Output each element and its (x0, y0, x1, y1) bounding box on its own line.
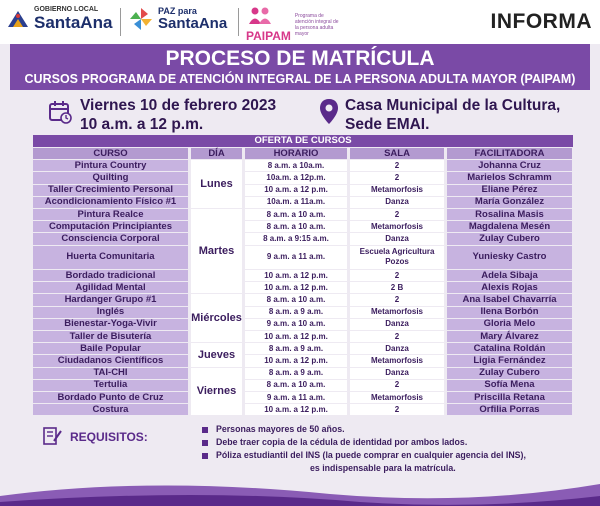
page-subtitle: CURSOS PROGRAMA DE ATENCIÓN INTEGRAL DE LA PERSONA ADULTA MAYOR (PAIPAM) (24, 72, 576, 86)
paipam-subtitle: Programa de atención integral de la persona adulta mayor (294, 12, 339, 37)
course-name-cell: Consciencia Corporal (33, 233, 188, 244)
course-name-cell: Pintura Country (33, 160, 188, 171)
facilitator-cell: Zulay Cubero (447, 368, 572, 379)
facilitator-cell: María González (447, 197, 572, 208)
room-cell: 2 (350, 209, 444, 220)
room-cell: Danza (350, 319, 444, 330)
facilitator-cell: Ana Isabel Chavarría (447, 294, 572, 305)
column-header-dia: DÍA (191, 148, 242, 159)
room-cell: 2 (350, 160, 444, 171)
room-cell: Metamorfosis (350, 392, 444, 403)
event-place-line1: Casa Municipal de la Cultura, (345, 97, 561, 114)
room-cell: 2 (350, 270, 444, 281)
day-cell: Miércoles (191, 294, 242, 342)
column-header-facilitadora: FACILITADORA (447, 148, 572, 159)
day-cell: Jueves (191, 343, 242, 366)
logo1-small-text: GOBIERNO LOCAL (34, 6, 99, 13)
schedule-cell: 8 a.m. a 10 a.m. (245, 209, 347, 220)
paipam-figures-icon (246, 6, 274, 24)
course-name-cell: TAI-CHI (33, 368, 188, 379)
facilitator-cell: Alexis Rojas (447, 282, 572, 293)
course-name-cell: Quilting (33, 172, 188, 183)
table-caption: OFERTA DE CURSOS (33, 135, 573, 147)
facilitator-cell: Mary Álvarez (447, 331, 572, 342)
informa-label: INFORMA (490, 10, 592, 33)
column-header-horario: HORARIO (245, 148, 347, 159)
bullet-icon (202, 427, 208, 433)
room-cell: 2 (350, 294, 444, 305)
course-name-cell: Computación Principiantes (33, 221, 188, 232)
course-name-cell: Baile Popular (33, 343, 188, 354)
requirement-item (200, 423, 590, 436)
room-cell: 2 (350, 404, 444, 415)
event-date-line: Viernes 10 de febrero 2023 (80, 97, 277, 114)
paipam-logo (246, 6, 339, 43)
schedule-cell: 10 a.m. a 12 p.m. (245, 331, 347, 342)
checklist-icon (42, 427, 62, 445)
facilitator-cell: Eliane Pérez (447, 185, 572, 196)
room-cell: Danza (350, 233, 444, 244)
paipam-text: PAIPAM (246, 29, 291, 43)
paz-santa-ana-logo (128, 6, 227, 32)
schedule-cell: 8 a.m. a 10 a.m. (245, 380, 347, 391)
requirement-text: Debe traer copia de la cédula de identidad por ambos lados. (216, 437, 468, 447)
logo-divider (120, 8, 121, 36)
requirement-item (200, 436, 590, 449)
requirement-text: Póliza estudiantil del INS (la puede comprar en cualquier agencia del INS), (216, 450, 526, 460)
room-cell: Danza (350, 197, 444, 208)
facilitator-cell: Marielos Schramm (447, 172, 572, 183)
facilitator-cell: Zulay Cubero (447, 233, 572, 244)
pinwheel-icon (128, 6, 154, 32)
event-time-line: 10 a.m. a 12 p.m. (80, 116, 204, 133)
bullet-icon (202, 453, 208, 459)
event-date (80, 96, 276, 134)
course-name-cell: Tertulia (33, 380, 188, 391)
requirement-continuation: es indispensable para la matrícula. (310, 463, 456, 473)
schedule-cell: 10 a.m. a 12 p.m. (245, 404, 347, 415)
course-name-cell: Inglés (33, 307, 188, 318)
course-name-cell: Agilidad Mental (33, 282, 188, 293)
schedule-cell: 8 a.m. a 10 a.m. (245, 294, 347, 305)
logo2-small-text: PAZ para (158, 5, 197, 16)
course-name-cell: Taller de Bisutería (33, 331, 188, 342)
facilitator-cell: Sofía Mena (447, 380, 572, 391)
room-cell: 2 (350, 172, 444, 183)
column-header-sala: SALA (350, 148, 444, 159)
bullet-icon (202, 440, 208, 446)
location-pin-icon (318, 98, 340, 126)
room-cell: Danza (350, 368, 444, 379)
course-name-cell: Costura (33, 404, 188, 415)
facilitator-cell: Magdalena Mesén (447, 221, 572, 232)
course-name-cell: Ciudadanos Científicos (33, 355, 188, 366)
room-cell: 2 (350, 380, 444, 391)
schedule-cell: 8 a.m. a 9 a.m. (245, 307, 347, 318)
course-name-cell: Acondicionamiento Físico #1 (33, 197, 188, 208)
day-cell: Viernes (191, 368, 242, 416)
facilitator-cell: Gloria Melo (447, 319, 572, 330)
room-cell: Metamorfosis (350, 221, 444, 232)
course-name-cell: Taller Crecimiento Personal (33, 185, 188, 196)
room-cell: Metamorfosis (350, 185, 444, 196)
schedule-cell: 9 a.m. a 11 a.m. (245, 392, 347, 403)
santa-ana-emblem-icon (6, 7, 30, 31)
schedule-cell: 8 a.m. a 9 a.m. (245, 343, 347, 354)
page-title: PROCESO DE MATRÍCULA (165, 47, 435, 70)
course-name-cell: Bordado tradicional (33, 270, 188, 281)
schedule-cell: 10 a.m. a 12 p.m. (245, 282, 347, 293)
header-bar (0, 0, 600, 44)
room-cell: 2 B (350, 282, 444, 293)
schedule-cell: 10 a.m. a 12 p.m. (245, 185, 347, 196)
title-banner (10, 44, 590, 90)
facilitator-cell: Adela Sibaja (447, 270, 572, 281)
schedule-cell: 10a.m. a 12p.m. (245, 172, 347, 183)
room-cell: Metamorfosis (350, 307, 444, 318)
room-cell: 2 (350, 331, 444, 342)
schedule-cell: 9 a.m. a 11 a.m. (245, 246, 347, 269)
course-name-cell: Bordado Punto de Cruz (33, 392, 188, 403)
facilitator-cell: Johanna Cruz (447, 160, 572, 171)
santa-ana-logo (6, 6, 112, 31)
course-name-cell: Hardanger Grupo #1 (33, 294, 188, 305)
requirement-text: Personas mayores de 50 años. (216, 424, 345, 434)
schedule-cell: 8 a.m. a 9 a.m. (245, 368, 347, 379)
facilitator-cell: Priscilla Retana (447, 392, 572, 403)
requirements-label: REQUISITOS: (70, 430, 148, 444)
schedule-cell: 9 a.m. a 10 a.m. (245, 319, 347, 330)
schedule-cell: 8 a.m. a 10a.m. (245, 160, 347, 171)
facilitator-cell: Ligia Fernández (447, 355, 572, 366)
event-place-line2: Sede EMAI. (345, 116, 430, 133)
day-cell: Martes (191, 209, 242, 293)
schedule-cell: 8 a.m. a 10 a.m. (245, 221, 347, 232)
schedule-cell: 10 a.m. a 12 p.m. (245, 355, 347, 366)
column-header-curso: CURSO (33, 148, 188, 159)
decorative-swoosh (0, 466, 600, 506)
logo-divider (238, 8, 239, 36)
course-name-cell: Bienestar-Yoga-Vivir (33, 319, 188, 330)
facilitator-cell: Yuniesky Castro (447, 246, 572, 269)
course-name-cell: Huerta Comunitaria (33, 246, 188, 269)
schedule-cell: 10a.m. a 11a.m. (245, 197, 347, 208)
schedule-cell: 8 a.m. a 9:15 a.m. (245, 233, 347, 244)
day-cell: Lunes (191, 160, 242, 208)
logo2-big-text: SantaAna (158, 14, 228, 32)
room-cell: Metamorfosis (350, 355, 444, 366)
course-name-cell: Pintura Realce (33, 209, 188, 220)
event-place (345, 96, 560, 134)
room-cell: Danza (350, 343, 444, 354)
requirement-item (200, 449, 590, 462)
facilitator-cell: Catalina Roldán (447, 343, 572, 354)
facilitator-cell: Ilena Borbón (447, 307, 572, 318)
schedule-cell: 10 a.m. a 12 p.m. (245, 270, 347, 281)
facilitator-cell: Orfilia Porras (447, 404, 572, 415)
facilitator-cell: Rosalina Masis (447, 209, 572, 220)
calendar-icon (48, 100, 72, 124)
room-cell: Escuela Agricultura Pozos (350, 246, 444, 269)
logo1-big-text: SantaAna (34, 13, 113, 32)
